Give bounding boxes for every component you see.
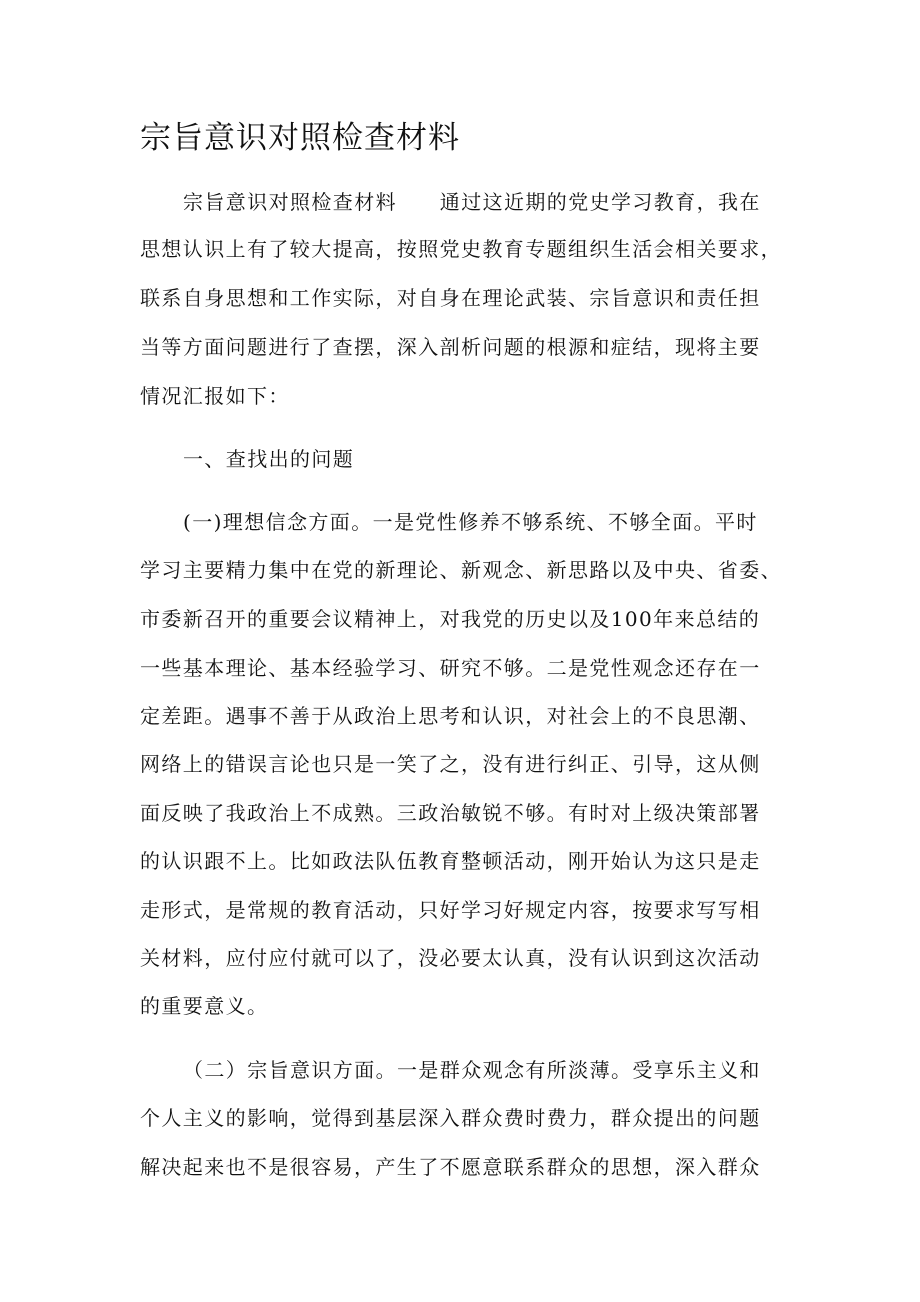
paragraph-line: 关材料，应付应付就可以了，没必要太认真，没有认识到这次活动	[140, 946, 761, 970]
paragraph-line: 情况汇报如下：	[140, 384, 290, 408]
paragraph-line: 学习主要精力集中在党的新理论、新观念、新思路以及中央、省委、	[140, 558, 782, 582]
paragraph-line: 联系自身思想和工作实际，对自身在理论武装、宗旨意识和责任担	[140, 286, 761, 310]
section-heading: 一、查找出的问题	[183, 447, 355, 471]
paragraph-line: 面反映了我政治上不成熟。三政治敏锐不够。有时对上级决策部署	[140, 801, 761, 825]
paragraph-line: 定差距。遇事不善于从政治上思考和认识，对社会上的不良思潮、	[140, 704, 761, 728]
paragraph-line: 个人主义的影响，觉得到基层深入群众费时费力，群众提出的问题	[140, 1106, 761, 1130]
paragraph-line: 市委新召开的重要会议精神上，对我党的历史以及100年来总结的	[140, 607, 761, 631]
paragraph-line: 当等方面问题进行了查摆，深入剖析问题的根源和症结，现将主要	[140, 335, 761, 359]
paragraph-line: 宗旨意识对照检查材料 通过这近期的党史学习教育，我在	[183, 190, 761, 214]
paragraph-line: 一些基本理论、基本经验学习、研究不够。二是党性观念还存在一	[140, 656, 761, 680]
paragraph-line: 解决起来也不是很容易，产生了不愿意联系群众的思想，深入群众	[140, 1155, 761, 1179]
paragraph-line: 思想认识上有了较大提高，按照党史教育专题组织生活会相关要求，	[140, 237, 782, 261]
paragraph-line: 的认识跟不上。比如政法队伍教育整顿活动，刚开始认为这只是走	[140, 849, 761, 873]
paragraph-line: 走形式，是常规的教育活动，只好学习好规定内容，按要求写写相	[140, 898, 761, 922]
paragraph-line: 的重要意义。	[140, 994, 269, 1018]
paragraph-line: （二）宗旨意识方面。一是群众观念有所淡薄。受享乐主义和	[183, 1058, 761, 1082]
document-title: 宗旨意识对照检查材料	[140, 120, 460, 156]
paragraph-line: 网络上的错误言论也只是一笑了之，没有进行纠正、引导，这从侧	[140, 752, 761, 776]
paragraph-line: (一)理想信念方面。一是党性修养不够系统、不够全面。平时	[183, 510, 758, 534]
